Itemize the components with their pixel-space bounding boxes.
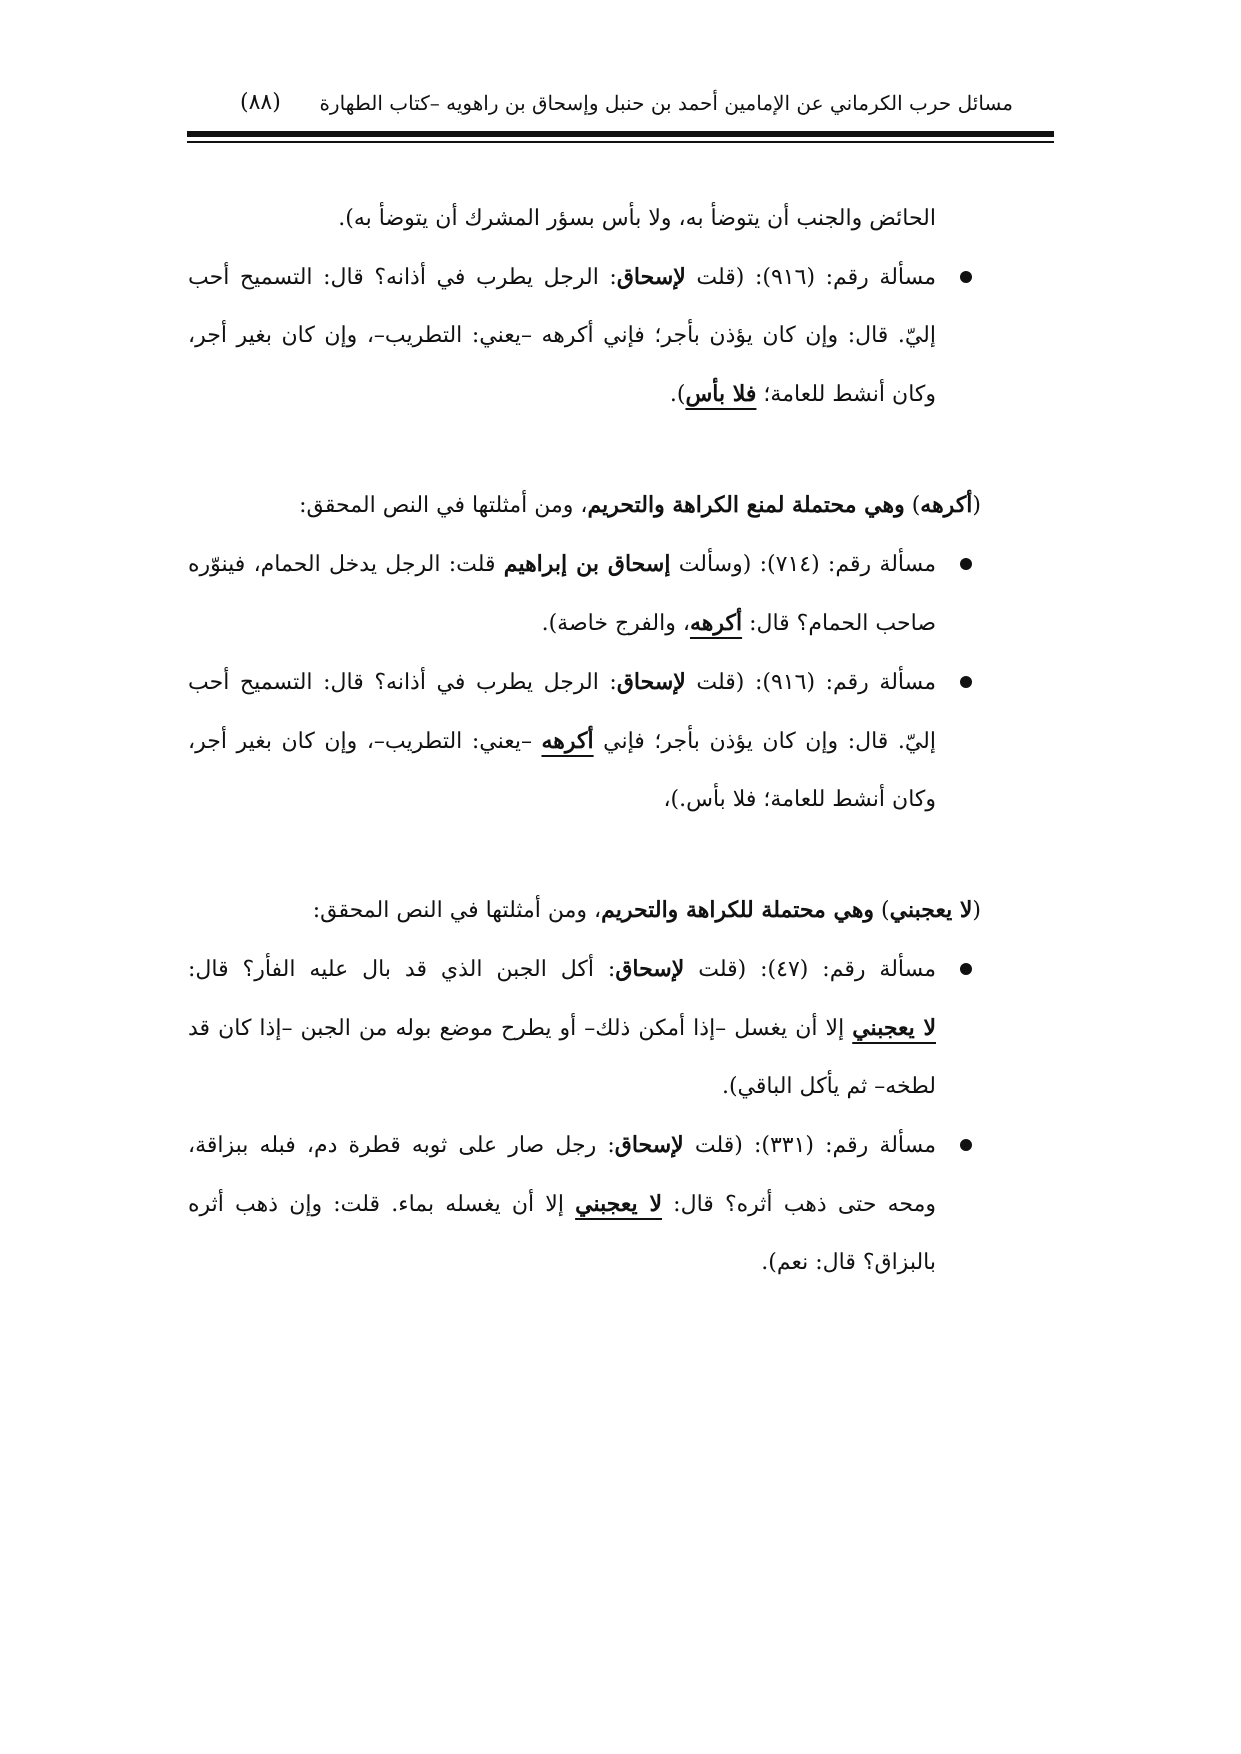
- item-bold: لإسحاق: [616, 264, 686, 290]
- item-bold: لإسحاق: [616, 669, 686, 695]
- item-text: : الرجل يطرب في أذانه؟ قال: التسميح أحب إليّ. قال: وإن كان يؤذن بأجر؛ فإني: [188, 670, 936, 754]
- page-number: (٨٨): [240, 90, 281, 115]
- item-bold: لإسحاق: [614, 1132, 684, 1158]
- item-bold-underlined: أكرهه: [541, 728, 594, 754]
- item-text: : رجل صار على ثوبه قطرة دم، فبله ببزاقة، ومحه حتى ذهب أثره؟ قال:: [188, 1133, 936, 1217]
- bullet-icon: [960, 558, 972, 570]
- bullet-icon: [960, 963, 972, 975]
- item-text: قلت: الرجل يدخل الحمام، فينوّره صاحب الحمام؟ قال:: [188, 552, 936, 636]
- intro-open: (: [972, 493, 981, 518]
- bullet-icon: [960, 676, 972, 688]
- item-end: ).: [669, 382, 686, 407]
- intro-rest: ، ومن أمثلتها في النص المحقق:: [299, 493, 588, 518]
- intro-term: لا يعجبني: [889, 897, 973, 923]
- intro-rest: ، ومن أمثلتها في النص المحقق:: [312, 898, 602, 923]
- header-rule-thick: [187, 131, 1054, 137]
- item-prefix: مسألة رقم: (٩١٦): (قلت: [685, 265, 937, 290]
- item-bold-underlined: لا يعجبني: [852, 1015, 937, 1041]
- item-end: –يعني: التطريب–، وإن كان بغير أجر، وكان أنشط للعامة؛ فلا بأس.)،: [188, 729, 936, 812]
- list-item: [188, 535, 936, 653]
- header-rule-thin: [187, 141, 1054, 143]
- bullet-icon: [960, 1139, 972, 1151]
- item-bold-underlined: لا يعجبني: [575, 1191, 663, 1217]
- bullet-icon: [960, 271, 972, 283]
- bullet-list-3: [188, 940, 936, 1292]
- section-akrahuh: [188, 476, 981, 829]
- list-item: [188, 653, 936, 829]
- bullet-list-2: [188, 535, 936, 829]
- header-title: مسائل حرب الكرماني عن الإمامين أحمد بن حنبل وإسحاق بن راهويه –كتاب الطهارة: [319, 91, 1013, 115]
- section-la-yujibuni: [188, 881, 981, 1292]
- item-bold: إسحاق بن إبراهيم: [503, 551, 671, 577]
- item-end: إلا أن يغسله بماء. قلت: وإن ذهب أثره بالبزاق؟ قال: نعم).: [188, 1192, 936, 1275]
- continuation-paragraph: الحائض والجنب أن يتوضأ به، ولا بأس بسؤر المشرك أن يتوضأ به).: [338, 206, 936, 231]
- intro-mid: ): [904, 493, 921, 518]
- intro-mid: ): [874, 898, 890, 923]
- body-text: [188, 190, 981, 1292]
- intro-bold: وهي محتملة للكراهة والتحريم: [601, 897, 875, 923]
- list-item: [188, 1116, 936, 1292]
- section-intro: [188, 476, 981, 535]
- item-bold: لإسحاق: [615, 956, 685, 982]
- item-end: ، والفرج خاصة).: [541, 611, 690, 636]
- bullet-list-1: [188, 248, 936, 424]
- item-prefix: مسألة رقم: (٤٧): (قلت: [684, 957, 937, 982]
- item-text: : أكل الجبن الذي قد بال عليه الفأر؟ قال:: [188, 957, 616, 982]
- item-prefix: مسألة رقم: (٩١٦): (قلت: [685, 670, 937, 695]
- running-header: [240, 88, 1013, 118]
- item-bold-underlined: أكرهه: [689, 610, 743, 636]
- intro-bold: وهي محتملة لمنع الكراهة والتحريم: [587, 492, 905, 518]
- item-prefix: مسألة رقم: (٧١٤): (وسألت: [670, 552, 937, 577]
- item-end: إلا أن يغسل –إذا أمكن ذلك– أو يطرح موضع بوله من الجبن –إذا كان قد لطخه– ثم يأكل الباقي).: [188, 1016, 936, 1099]
- section-intro: [188, 881, 981, 940]
- list-item: [188, 940, 936, 1116]
- item-prefix: مسألة رقم: (٣٣١): (قلت: [683, 1133, 937, 1158]
- list-item: [188, 248, 936, 424]
- item-bold-underlined: فلا بأس: [685, 381, 757, 407]
- intro-open: (: [972, 898, 981, 923]
- item-text: : الرجل يطرب في أذانه؟ قال: التسميح أحب إليّ. قال: وإن كان يؤذن بأجر؛ فإني أكرهه –يعني: التطريب–، وإن كان بغير أجر، وكان أنشط للعامة؛: [188, 265, 936, 407]
- intro-term: أكرهه: [920, 492, 973, 518]
